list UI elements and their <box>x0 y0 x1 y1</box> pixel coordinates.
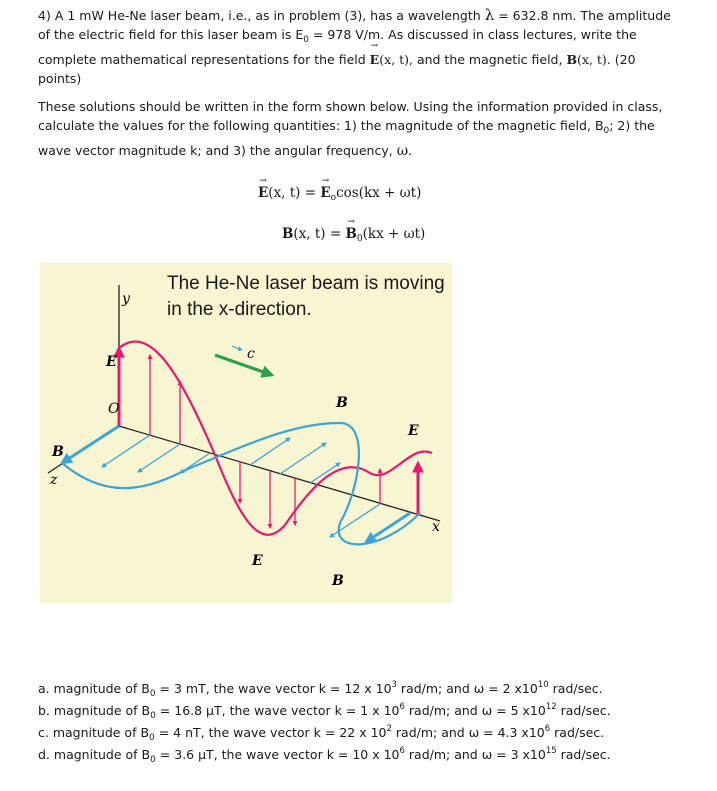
field-e-args: (x, t), <box>379 52 413 67</box>
b0-label: $B_0$ <box>594 118 610 136</box>
c-vector-icon <box>232 346 242 350</box>
eq-e-lhs: → E <box>258 185 268 201</box>
b0-subscript: 0 <box>603 126 610 136</box>
e-vector-label-right: E <box>408 423 419 439</box>
answer-option-b[interactable]: b. magnitude of $B_0 = 16.8$ μT, the wave vector k = 1 x $10^6$ rad/m; and ω = 5 $x10^{12}$ rad/sec. <box>38 702 611 721</box>
e0-value: = 978 V/m. <box>312 27 385 42</box>
problem-intro-2: The amplitude of the electric field for this laser beam is <box>38 8 671 42</box>
answer-option-a[interactable]: a. magnitude of $B_0 = 3$ mT, the wave vector k = 12 x $10^3$ rad/m; and ω = 2 $x10^{10}$ rad/sec. <box>38 680 603 699</box>
eq-b-amp-sub: 0 <box>356 234 363 244</box>
field-e-symbol: → E <box>370 50 380 69</box>
figure-caption: The He-Ne laser beam is moving in the x-direction. <box>167 273 445 320</box>
lambda-symbol: λ <box>484 6 495 24</box>
eq-b-amp: → B <box>345 226 356 242</box>
b-vector-label-top: B <box>336 395 348 411</box>
magnetic-wave-curve <box>62 423 420 544</box>
magnetic-field-equation <box>282 226 425 244</box>
problem-number: 4) <box>38 8 51 23</box>
answer-option-c[interactable]: c. magnitude of $B_0 = 4$ nT, the wave vector k = 22 x $10^2$ rad/m; and ω = 4.3 $x10^6$ rad/sec. <box>38 724 605 743</box>
eq-b-rhs: (kx + ωt) <box>362 226 426 242</box>
eq-e-args: (x, t) = <box>268 185 317 201</box>
instructions-end: . <box>408 143 413 158</box>
e-vector-label-bottom: E <box>252 553 263 569</box>
eq-e-amp: → E <box>320 185 330 201</box>
e-vector-label-left: E <box>106 354 117 370</box>
problem-statement <box>38 6 678 88</box>
velocity-arrow <box>215 355 272 375</box>
omega-symbol: ω <box>396 143 409 159</box>
instructions-text-1: These solutions should be written in the form shown below. Using the information provided in class, calculate the values for the following quantities: 1) the magnitude of the magnetic field, <box>38 99 663 133</box>
electric-wave-curve <box>119 342 432 535</box>
electric-field-equation <box>258 185 421 203</box>
e0-subscript: 0 <box>303 35 309 45</box>
instructions <box>38 97 678 161</box>
y-axis-label: y <box>122 291 130 307</box>
answer-choices <box>38 674 698 765</box>
eq-e-rhs: cos(kx + ωt) <box>336 185 422 201</box>
wavelength-value: = 632.8 nm. <box>498 8 577 23</box>
problem-intro-3: As discussed in class lectures, write the complete mathematical representations for the field <box>38 27 637 67</box>
problem-intro-1: A 1 mW He-Ne laser beam, i.e., as in problem (3), has a wavelength <box>54 8 481 23</box>
z-axis-label: z <box>50 472 58 488</box>
em-wave-figure <box>40 263 452 603</box>
b-vector-label-bottom: B <box>332 573 344 589</box>
field-b-symbol: B <box>566 52 578 67</box>
x-axis-label: x <box>432 519 440 535</box>
c-label: c <box>247 346 255 362</box>
field-b-args: (x, t). <box>577 52 611 67</box>
x-axis <box>119 426 440 521</box>
problem-intro-4: and the magnetic field, <box>416 52 563 67</box>
problem-points: (20 points) <box>38 52 636 86</box>
instructions-text-2: ; 2) the wave vector magnitude k; and 3) the angular frequency, <box>38 118 655 158</box>
origin-label: O <box>108 401 120 417</box>
answer-option-d[interactable]: d. magnitude of $B_0 = 3.6$ μT, the wave vector k = 10 x $10^6$ rad/m; and ω = 3 $x10^{15}$ rad/sec. <box>38 746 611 765</box>
eq-b-lhs: B <box>282 226 294 242</box>
e0-label: $E_0$ <box>295 27 309 45</box>
eq-b-args: (x, t) = <box>293 226 342 242</box>
b-vector-label-left: B <box>52 444 64 460</box>
eq-e-amp-sub: o <box>330 193 337 203</box>
